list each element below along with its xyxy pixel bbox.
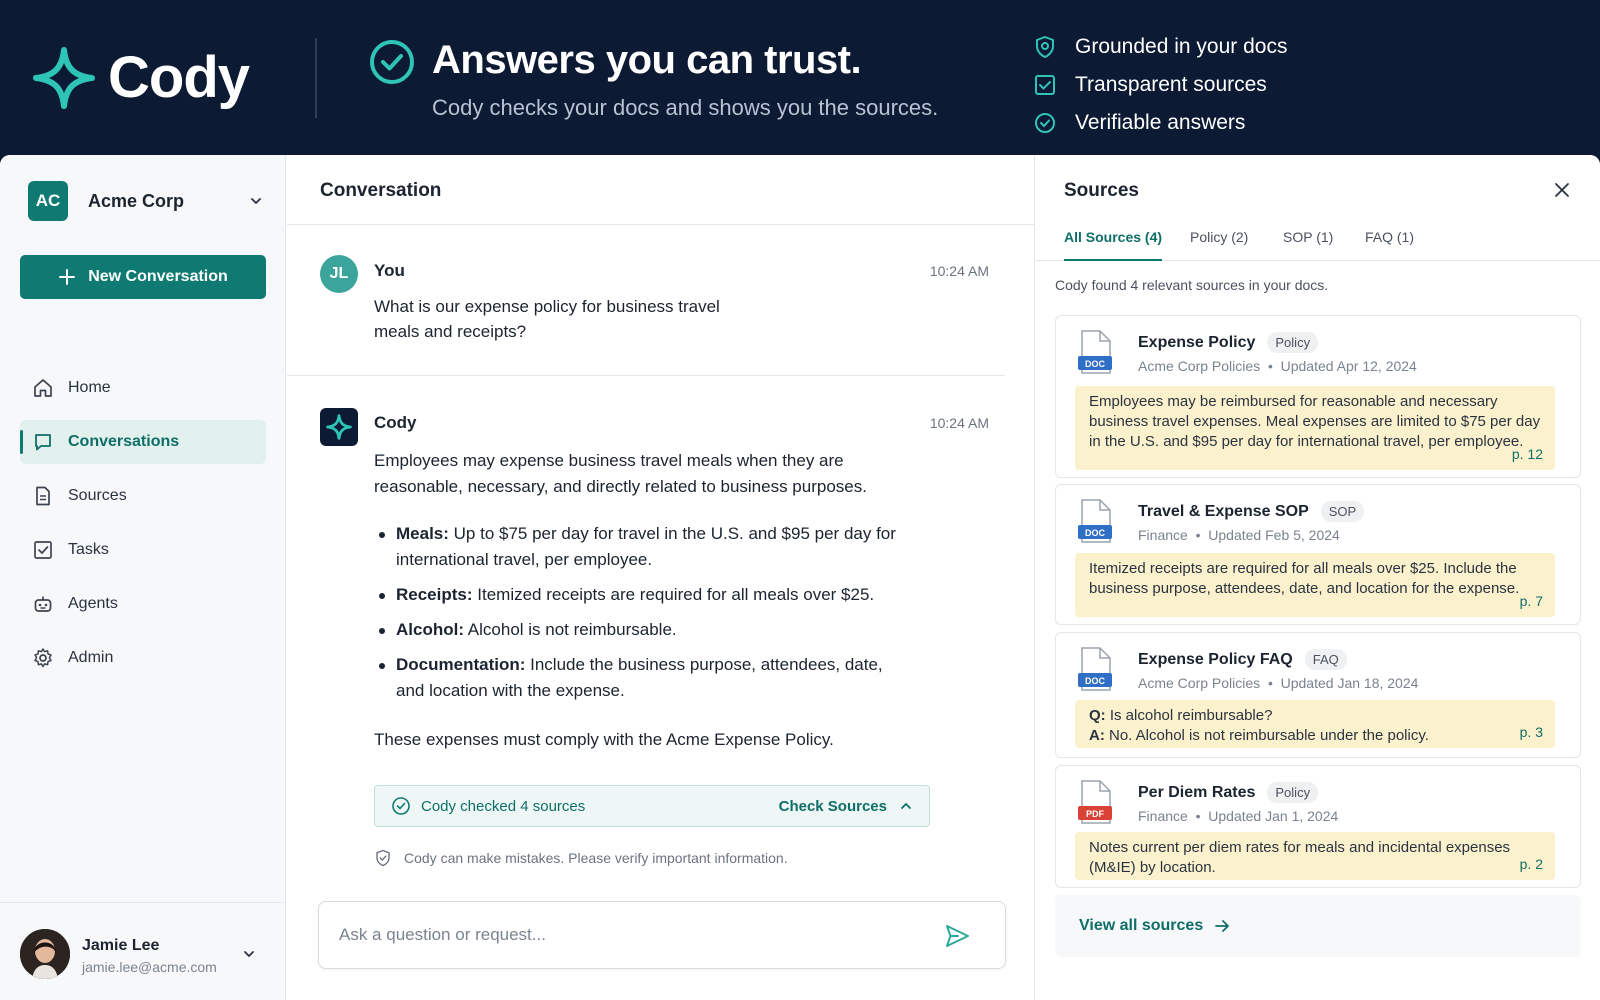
source-card[interactable] [1055, 765, 1581, 888]
source-excerpt: Notes current per diem rates for meals and incidental expenses (M&IE) by location. p. 2 [1075, 832, 1555, 880]
new-conversation-label: New Conversation [88, 268, 228, 285]
app-window [0, 155, 1600, 1000]
doc-type-label: DOC [1085, 359, 1105, 369]
brand-name: Cody [108, 45, 249, 110]
sources-title: Sources [1064, 180, 1139, 201]
source-tag: SOP [1321, 501, 1364, 522]
source-title: Travel & Expense SOP SOP [1138, 501, 1364, 522]
assistant-intro: Employees may expense business travel meals when they are reasonable, necessary, and directly related to business purposes. [374, 451, 867, 496]
hero-divider [315, 38, 317, 118]
tab-sop[interactable]: SOP (1) [1283, 229, 1334, 245]
feature-label: Verifiable answers [1075, 111, 1246, 134]
page-ref: p. 2 [1519, 856, 1543, 872]
sidebar-item-label: Admin [68, 649, 114, 666]
sidebar-item-label: Sources [68, 487, 127, 504]
feature-grounded [1033, 28, 1287, 66]
disclaimer-text: Cody can make mistakes. Please verify important information. [404, 850, 788, 866]
source-tag: Policy [1267, 332, 1318, 353]
source-excerpt: Itemized receipts are required for all meals over $25. Include the business purpose, attendees, date, and location for the expense. p. 7 [1075, 553, 1555, 617]
doc-file-icon [1076, 647, 1116, 691]
message-timestamp: 10:24 AM [929, 415, 989, 431]
shield-check-icon [374, 849, 392, 867]
composer [318, 901, 1006, 969]
hero-subtitle: Cody checks your docs and shows you the sources. [432, 95, 939, 120]
source-meta: Finance • Updated Jan 1, 2024 [1138, 808, 1339, 824]
page-title: Conversation [320, 180, 442, 201]
gear-icon [32, 647, 54, 669]
user-message-text: What is our expense policy for business travel meals and receipts? [374, 297, 720, 341]
doc-type-label: DOC [1085, 676, 1105, 686]
checkbox-icon [32, 539, 54, 561]
sidebar [0, 155, 286, 1000]
user-email: jamie.lee@acme.com [82, 959, 217, 975]
source-card[interactable] [1055, 315, 1581, 478]
source-tag: FAQ [1305, 649, 1347, 670]
message-author: Cody [374, 413, 417, 432]
conversation-header [287, 155, 1035, 225]
chevron-up-icon [899, 799, 913, 813]
doc-file-icon [1076, 499, 1116, 543]
sidebar-nav [20, 366, 266, 690]
shield-icon [1033, 35, 1057, 59]
sidebar-item-agents[interactable] [20, 582, 266, 626]
sidebar-item-label: Home [68, 379, 111, 396]
check-circle-icon [391, 796, 411, 816]
hero-features [1033, 28, 1287, 142]
source-excerpt: Employees may be reimbursed for reasonable and necessary business travel expenses. Meal expenses are limited to $75 per day in the U.S. and $95 per day for international travel, per employee. p. 12 [1075, 386, 1555, 470]
sidebar-item-label: Tasks [68, 541, 109, 558]
pdf-file-icon [1076, 780, 1116, 824]
sidebar-item-label: Conversations [68, 433, 180, 450]
sidebar-item-label: Agents [68, 595, 118, 612]
document-icon [32, 485, 54, 507]
source-meta: Acme Corp Policies • Updated Jan 18, 2024 [1138, 675, 1419, 691]
tab-policy[interactable]: Policy (2) [1190, 229, 1249, 245]
assistant-outro: These expenses must comply with the Acme Expense Policy. [374, 730, 834, 749]
feature-transparent [1033, 66, 1287, 104]
user-menu[interactable] [0, 902, 286, 1000]
source-card[interactable] [1055, 632, 1581, 758]
user-photo [20, 929, 70, 979]
list-item: Documentation: Include the business purpose, attendees, date, and location with the expense. [374, 652, 914, 704]
sidebar-item-conversations[interactable] [20, 420, 266, 464]
message-timestamp: 10:24 AM [929, 263, 989, 279]
page-ref: p. 3 [1519, 724, 1543, 740]
user-name: Jamie Lee [82, 937, 160, 954]
doc-file-icon [1076, 330, 1116, 374]
check-circle-icon [1033, 111, 1057, 135]
chevron-down-icon[interactable] [242, 947, 256, 961]
hero-banner [0, 0, 1600, 156]
plus-icon [58, 268, 76, 286]
sidebar-item-sources[interactable] [20, 474, 266, 518]
org-switcher[interactable] [28, 181, 263, 221]
source-title: Expense Policy Policy [1138, 332, 1318, 353]
message-divider [287, 375, 1005, 376]
list-item: Alcohol: Alcohol is not reimbursable. [374, 617, 914, 643]
page-ref: p. 12 [1511, 446, 1543, 462]
check-sources-button[interactable]: Check Sources [779, 798, 913, 815]
chevron-down-icon[interactable] [249, 194, 263, 208]
sidebar-item-tasks[interactable] [20, 528, 266, 572]
source-meta: Acme Corp Policies • Updated Apr 12, 2024 [1138, 358, 1417, 374]
sources-found-text: Cody found 4 relevant sources in your docs. [1055, 277, 1329, 293]
sources-checked-label: Cody checked 4 sources [421, 797, 586, 815]
org-avatar: AC [28, 181, 68, 221]
avatar: JL [320, 255, 358, 293]
new-conversation-button[interactable] [20, 255, 266, 299]
brand [32, 44, 249, 111]
feature-verifiable [1033, 104, 1287, 142]
assistant-bullets [374, 521, 914, 713]
source-tag: Policy [1267, 782, 1318, 803]
home-icon [32, 377, 54, 399]
avatar [320, 408, 358, 446]
doc-type-label: DOC [1085, 528, 1105, 538]
chat-icon [32, 431, 54, 453]
ask-input[interactable] [339, 920, 919, 950]
hero-title: Answers you can trust. [432, 38, 862, 82]
check-circle-icon [368, 38, 416, 86]
sources-tabs [1036, 215, 1600, 261]
sidebar-item-home[interactable] [20, 366, 266, 410]
view-all-sources-link[interactable]: View all sources [1055, 895, 1581, 957]
list-item: Receipts: Itemized receipts are required for all meals over $25. [374, 582, 914, 608]
source-title: Per Diem Rates Policy [1138, 782, 1318, 803]
cody-star-logo [32, 46, 96, 110]
source-meta: Finance • Updated Feb 5, 2024 [1138, 527, 1340, 543]
sources-panel [1036, 155, 1600, 1000]
conversation-panel [287, 155, 1035, 1000]
list-item: Meals: Up to $75 per day for travel in the U.S. and $95 per day for international travel, per employee. [374, 521, 914, 573]
arrow-right-icon [1213, 917, 1231, 935]
page-ref: p. 7 [1519, 593, 1543, 609]
sources-checked-bar[interactable] [374, 785, 930, 827]
source-title: Expense Policy FAQ FAQ [1138, 649, 1347, 670]
tab-faq[interactable]: FAQ (1) [1365, 229, 1415, 245]
feature-label: Grounded in your docs [1075, 35, 1288, 58]
avatar [20, 929, 70, 979]
feature-label: Transparent sources [1075, 73, 1267, 96]
doc-type-label: PDF [1086, 809, 1104, 819]
checkbox-icon [1033, 73, 1057, 97]
source-card[interactable] [1055, 484, 1581, 625]
tab-all-sources[interactable]: All Sources (4) [1064, 229, 1162, 261]
close-icon[interactable] [1552, 180, 1572, 200]
sidebar-item-admin[interactable] [20, 636, 266, 680]
source-excerpt: Q: Is alcohol reimbursable? A: No. Alcohol is not reimbursable under the policy. p. 3 [1075, 700, 1555, 748]
send-icon[interactable] [943, 922, 971, 950]
robot-icon [32, 593, 54, 615]
org-name: Acme Corp [88, 190, 185, 211]
cody-star-logo [326, 414, 352, 440]
disclaimer [374, 849, 788, 867]
message-author: You [374, 261, 405, 280]
